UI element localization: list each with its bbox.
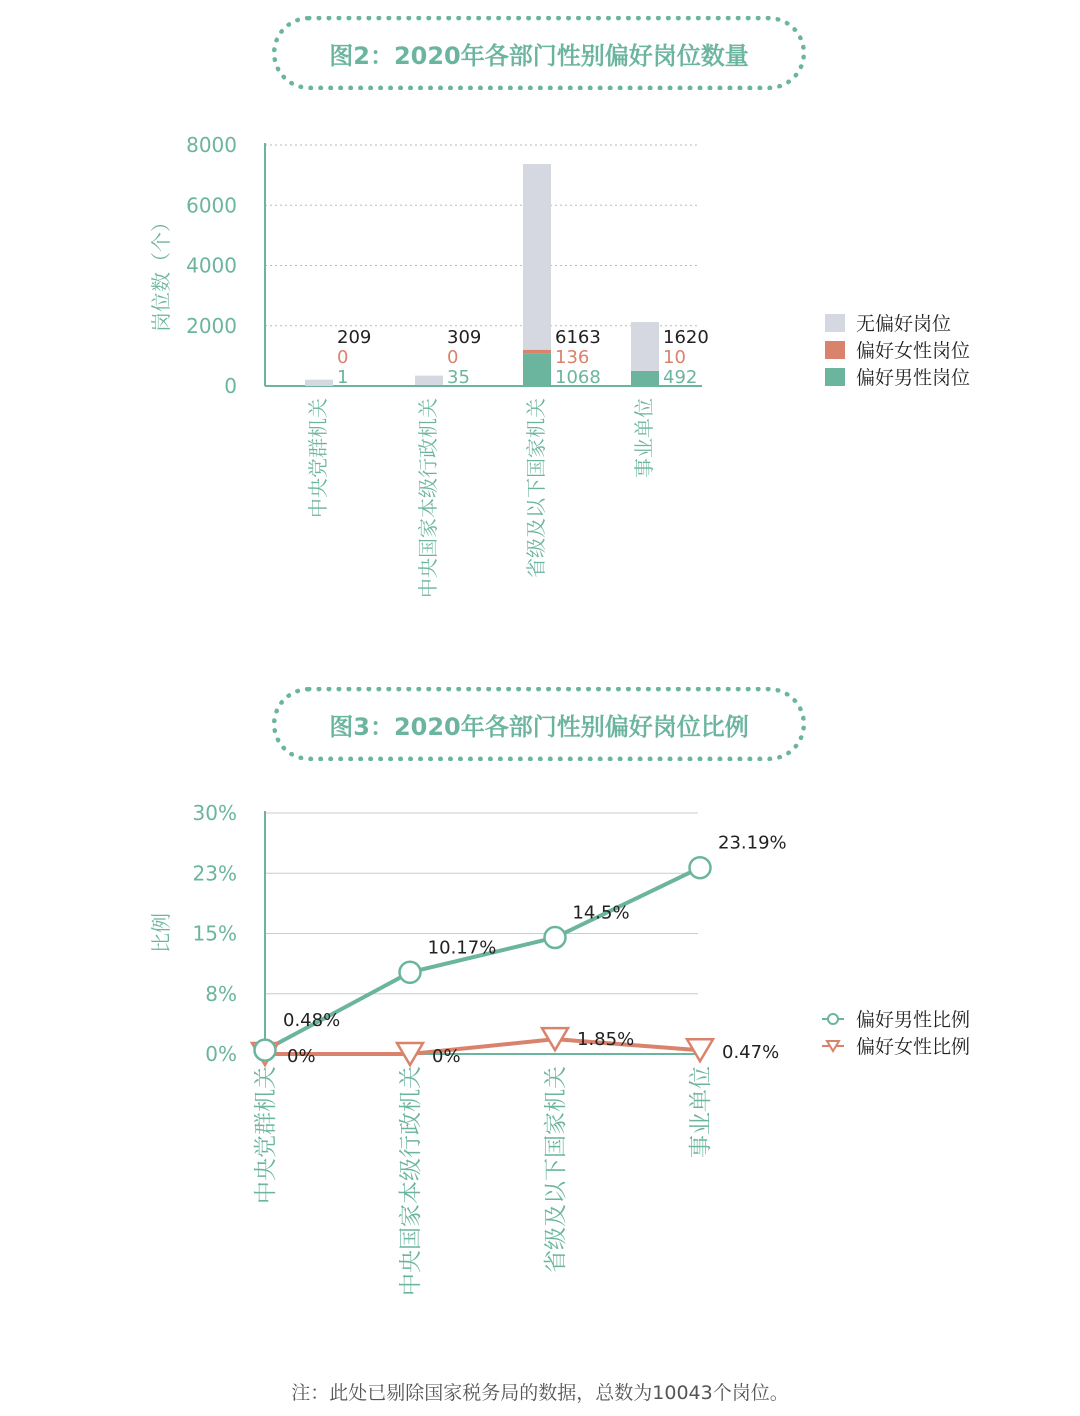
point-male <box>690 857 711 878</box>
data-label-female: 0% <box>432 1046 461 1067</box>
y-tick-label: 15% <box>192 921 237 946</box>
x-tick-label: 事业单位 <box>632 398 656 478</box>
y-tick-label: 8% <box>205 981 237 1006</box>
data-label-female: 1.85% <box>577 1029 635 1051</box>
y-tick-label: 4000 <box>186 253 237 278</box>
point-male <box>255 1040 276 1061</box>
data-label: 1620 <box>663 327 709 348</box>
data-label-male: 0.48% <box>283 1010 341 1032</box>
y-axis-title: 岗位数（个） <box>149 212 173 332</box>
legend-label: 偏好男性岗位 <box>856 367 971 389</box>
data-label: 136 <box>555 347 590 368</box>
data-label: 209 <box>337 327 372 348</box>
data-label: 1068 <box>555 367 601 388</box>
point-male <box>545 927 566 948</box>
data-label: 35 <box>447 367 470 388</box>
y-axis-title: 比例 <box>149 913 173 953</box>
legend-label: 偏好女性比例 <box>856 1036 971 1058</box>
data-label-male: 10.17% <box>427 937 497 959</box>
series-line-female <box>265 1039 700 1054</box>
data-label: 492 <box>663 367 698 388</box>
x-tick-label: 中央国家本级行政机关 <box>398 1066 424 1296</box>
data-label-female: 0.47% <box>722 1042 780 1064</box>
y-tick-label: 6000 <box>186 193 237 218</box>
y-tick-label: 30% <box>192 801 237 825</box>
y-tick-label: 0% <box>205 1042 237 1066</box>
x-tick-label: 省级及以下国家机关 <box>543 1066 569 1273</box>
data-label-male: 14.5% <box>572 902 630 924</box>
data-label-male: 23.19% <box>718 832 787 854</box>
data-label: 0 <box>447 347 459 368</box>
data-label: 1 <box>337 367 349 388</box>
footnote: 注：此处已剔除国家税务局的数据，总数为10043个岗位。 <box>291 1382 789 1404</box>
data-label: 0 <box>337 347 349 368</box>
chart2-title: 图3：2020年各部门性别偏好岗位比例 <box>272 687 806 761</box>
x-tick-label: 省级及以下国家机关 <box>524 398 548 578</box>
chart1-title: 图2：2020年各部门性别偏好岗位数量 <box>272 16 806 90</box>
x-tick-label: 中央国家本级行政机关 <box>416 398 440 598</box>
legend-marker-male <box>828 1014 838 1024</box>
legend-label: 偏好男性比例 <box>856 1009 971 1031</box>
x-tick-label: 中央党群机关 <box>306 398 330 518</box>
x-tick-label: 中央党群机关 <box>253 1066 279 1204</box>
y-tick-label: 2000 <box>186 313 237 338</box>
x-tick-label: 事业单位 <box>688 1066 714 1158</box>
data-label-female: 0% <box>287 1046 316 1067</box>
y-tick-label: 0 <box>224 374 237 398</box>
data-label: 10 <box>663 347 686 368</box>
y-tick-label: 23% <box>192 861 237 886</box>
legend-label: 无偏好岗位 <box>856 313 952 335</box>
point-male <box>400 962 421 983</box>
data-label: 309 <box>447 327 482 348</box>
y-tick-label: 8000 <box>186 133 237 157</box>
data-label: 6163 <box>555 327 601 348</box>
legend-label: 偏好女性岗位 <box>856 340 971 362</box>
